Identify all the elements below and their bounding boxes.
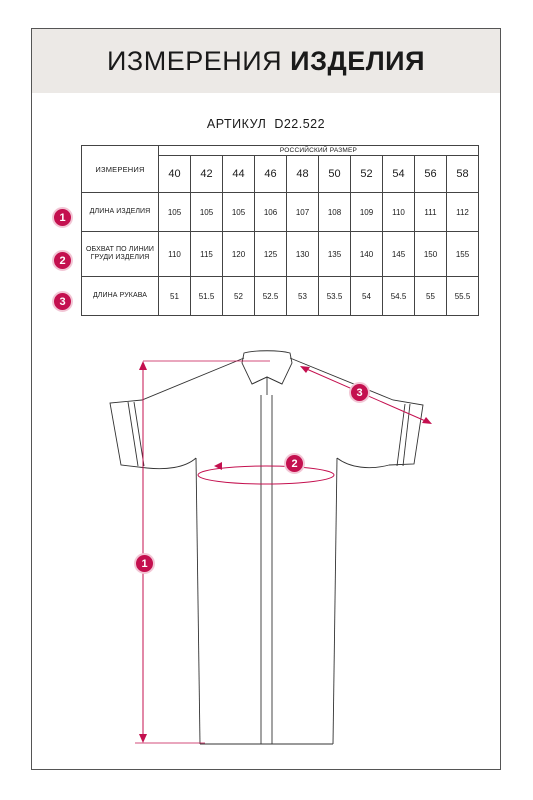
table-cell: 145 bbox=[383, 232, 415, 277]
table-cell: 54.5 bbox=[383, 277, 415, 316]
row-label: ОБХВАТ ПО ЛИНИИ ГРУДИ ИЗДЕЛИЯ bbox=[82, 232, 159, 277]
table-cell: 105 bbox=[191, 193, 223, 232]
table-cell: 105 bbox=[159, 193, 191, 232]
table-cell: 107 bbox=[287, 193, 319, 232]
table-cell: 54 bbox=[351, 277, 383, 316]
table-cell: 55 bbox=[415, 277, 447, 316]
table-cell: 109 bbox=[351, 193, 383, 232]
garment-outline bbox=[110, 351, 423, 744]
table-cell: 55.5 bbox=[447, 277, 479, 316]
table-cell: 125 bbox=[255, 232, 287, 277]
table-cell: 115 bbox=[191, 232, 223, 277]
table-cell: 110 bbox=[159, 232, 191, 277]
table-cell: 155 bbox=[447, 232, 479, 277]
size-header: 58 bbox=[447, 156, 479, 193]
russian-size-header: РОССИЙСКИЙ РАЗМЕР bbox=[159, 146, 479, 156]
table-cell: 105 bbox=[223, 193, 255, 232]
table-cell: 110 bbox=[383, 193, 415, 232]
table-cell: 130 bbox=[287, 232, 319, 277]
size-header: 52 bbox=[351, 156, 383, 193]
table-cell: 150 bbox=[415, 232, 447, 277]
table-cell: 53.5 bbox=[319, 277, 351, 316]
size-header: 44 bbox=[223, 156, 255, 193]
diagram-marker-sleeve: 3 bbox=[349, 382, 370, 403]
table-cell: 51.5 bbox=[191, 277, 223, 316]
table-cell: 108 bbox=[319, 193, 351, 232]
table-cell: 51 bbox=[159, 277, 191, 316]
article-code: D22.522 bbox=[274, 117, 326, 131]
table-cell: 120 bbox=[223, 232, 255, 277]
title-bold: ИЗДЕЛИЯ bbox=[290, 45, 425, 76]
diagram-marker-chest: 2 bbox=[284, 453, 305, 474]
row-label: ДЛИНА ИЗДЕЛИЯ bbox=[82, 193, 159, 232]
row-label: ДЛИНА РУКАВА bbox=[82, 277, 159, 316]
size-header: 54 bbox=[383, 156, 415, 193]
table-cell: 112 bbox=[447, 193, 479, 232]
article-label: АРТИКУЛ bbox=[206, 117, 267, 131]
table-cell: 135 bbox=[319, 232, 351, 277]
size-header: 48 bbox=[287, 156, 319, 193]
table-cell: 52 bbox=[223, 277, 255, 316]
measurement-arrowheads bbox=[139, 361, 432, 743]
diagram-marker-length: 1 bbox=[134, 553, 155, 574]
size-header: 46 bbox=[255, 156, 287, 193]
table-cell: 140 bbox=[351, 232, 383, 277]
table-cell: 53 bbox=[287, 277, 319, 316]
size-header: 40 bbox=[159, 156, 191, 193]
size-header: 42 bbox=[191, 156, 223, 193]
size-header: 50 bbox=[319, 156, 351, 193]
title-light: ИЗМЕРЕНИЯ bbox=[107, 45, 283, 76]
table-cell: 111 bbox=[415, 193, 447, 232]
table-cell: 52.5 bbox=[255, 277, 287, 316]
row-number-badge: 2 bbox=[52, 250, 73, 271]
measurement-guides bbox=[135, 361, 430, 743]
row-number-badge: 3 bbox=[52, 291, 73, 312]
measurements-header: ИЗМЕРЕНИЯ bbox=[82, 146, 159, 193]
table-cell: 106 bbox=[255, 193, 287, 232]
row-number-badge: 1 bbox=[52, 207, 73, 228]
size-header: 56 bbox=[415, 156, 447, 193]
